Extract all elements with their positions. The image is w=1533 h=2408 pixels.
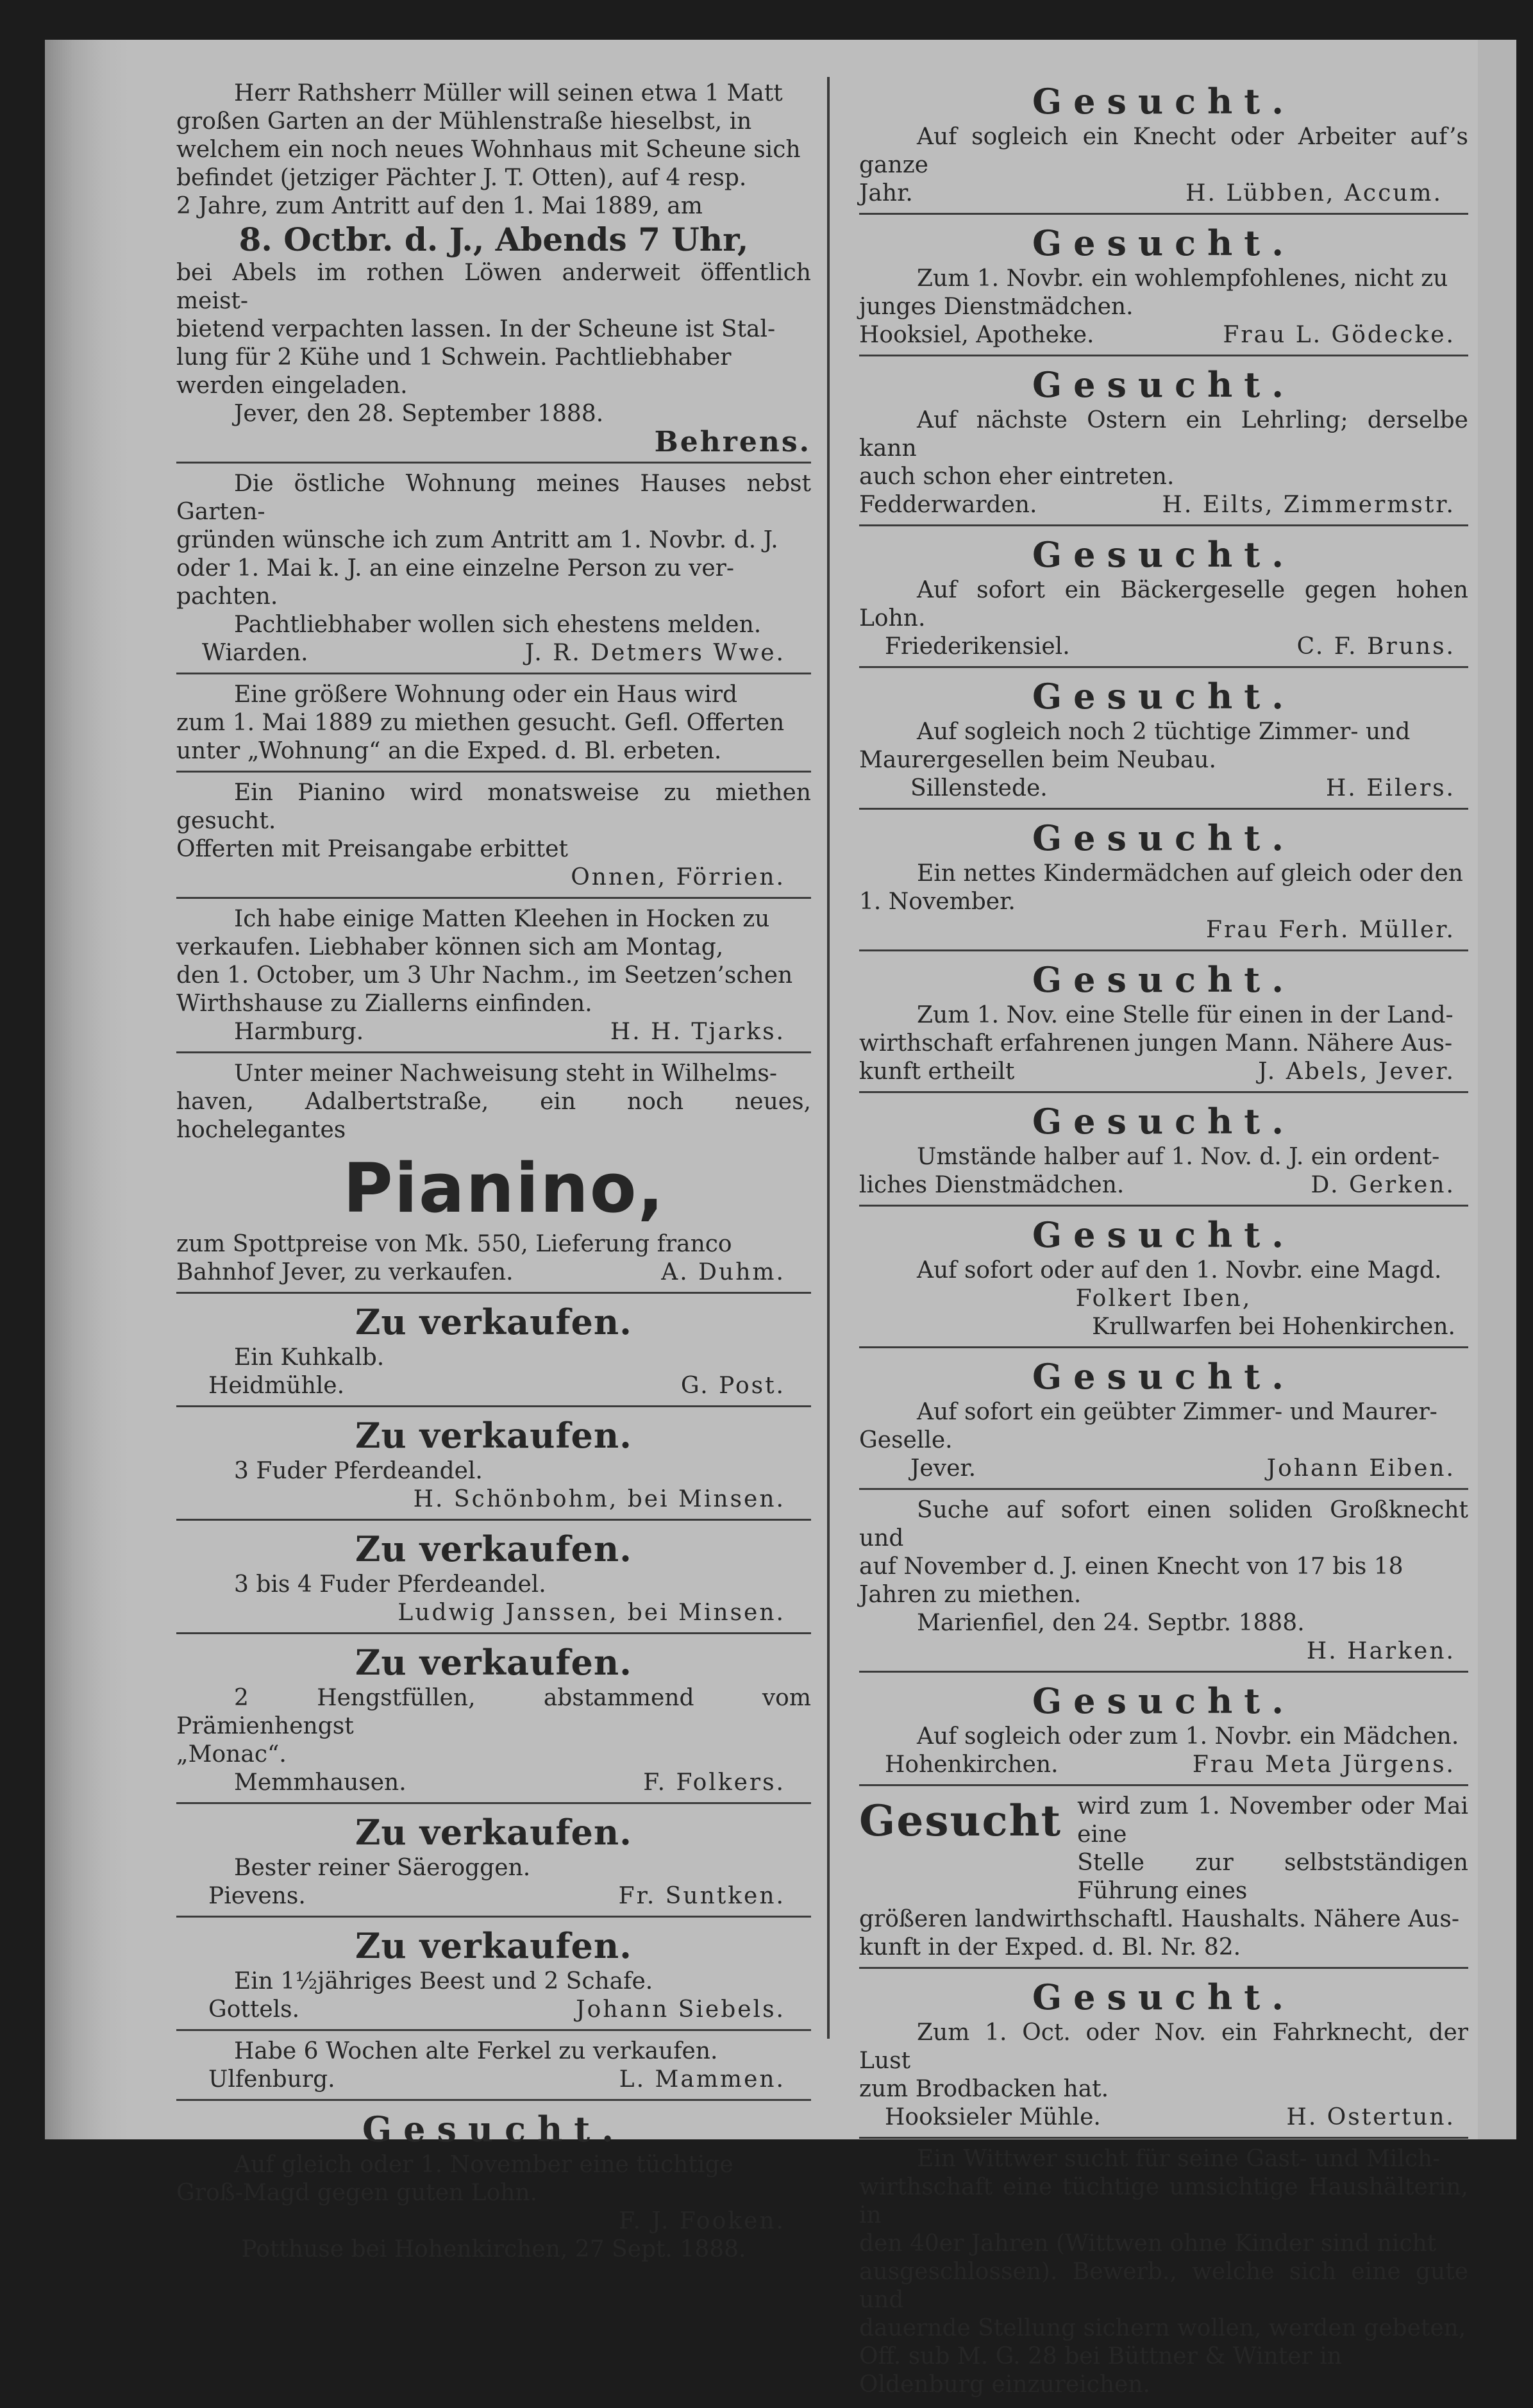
ad-text: Auf gleich oder 1. November eine tüchtige: [234, 2152, 733, 2178]
ad-heading: Gesucht.: [1032, 1101, 1296, 1142]
ad-text: pachten.: [176, 583, 278, 610]
ad-address: Krullwarfen bei Hohenkirchen.: [1092, 1314, 1455, 1340]
ad-text: 2 Jahre, zum Antritt auf den 1. Mai 1889, am: [176, 193, 703, 219]
ad-text: junges Dienstmädchen.: [859, 294, 1134, 320]
ad-text: Ein Kuhkalb.: [234, 1344, 385, 1371]
ad-text: Bester reiner Säeroggen.: [234, 1855, 531, 1881]
ad-farm-position-wanted: [859, 955, 1468, 1093]
ad-baker-wanted: [859, 530, 1468, 668]
ad-rye-sale: [176, 1808, 811, 1918]
book-spine-shadow: [45, 40, 128, 2139]
ad-heading: Gesucht.: [1032, 534, 1296, 575]
ad-date-heading: 8. Octbr. d. J., Abends 7 Uhr,: [239, 221, 749, 258]
ad-housekeeper-wanted: [859, 2143, 1468, 2404]
ad-text: Auf sogleich oder zum 1. Novbr. ein Mädchen.: [917, 1723, 1459, 1750]
ad-text: bietend verpachten lassen. In der Scheune ist Stal-: [176, 316, 776, 342]
ad-signature: H. H. Tjarks.: [610, 1019, 785, 1045]
ad-text: Auf sofort ein geübter Zimmer- und Maurer-: [917, 1399, 1437, 1425]
ad-place: Ulfenburg.: [208, 2066, 335, 2093]
ad-signature: G. Post.: [680, 1373, 785, 1399]
ad-heading: Gesucht.: [1032, 1680, 1296, 1721]
ad-place: Potthuse bei Hohenkirchen, 27 Sept. 1888.: [241, 2236, 746, 2262]
adjacent-page-edge: [1478, 40, 1516, 2139]
ad-text: Geselle.: [859, 1427, 953, 1453]
ad-text: Ich habe einige Matten Kleehen in Hocken zu: [234, 906, 770, 932]
ad-place: Hohenkirchen.: [885, 1752, 1059, 1778]
ad-place: Hooksiel, Apotheke.: [859, 322, 1094, 348]
ad-heading: Zu verkaufen.: [355, 1642, 632, 1683]
ad-text: Off. sub M. G. 28 bei Büttner & Winter in: [859, 2343, 1342, 2370]
ad-girl-wanted: [859, 1676, 1468, 1786]
ad-clover-sale: [176, 903, 811, 1053]
ad-place: Wiarden.: [202, 640, 308, 666]
ad-heading: Zu verkaufen.: [355, 1812, 632, 1853]
ad-heading: Gesucht.: [1032, 676, 1296, 717]
ad-nanny-wanted: [859, 814, 1468, 951]
ad-signature: F. J. Fooken.: [619, 2208, 785, 2234]
ad-text: 3 bis 4 Fuder Pferdeandel.: [234, 1571, 546, 1598]
ad-text: Ein 1½jähriges Beest und 2 Schafe.: [234, 1968, 653, 1994]
ad-text: Oldenburg einzureichen.: [859, 2371, 1150, 2398]
ad-text: zum Spottpreise von Mk. 550, Lieferung franco: [176, 1231, 732, 1257]
ad-text: Zum 1. Oct. oder Nov. ein Fahrknecht, der Lust: [859, 2019, 1468, 2074]
ad-piano-rent: [176, 776, 811, 899]
ad-text: Pachtliebhaber wollen sich ehestens melden.: [234, 612, 762, 638]
ad-heading: Zu verkaufen.: [355, 1301, 632, 1342]
ad-signature: Onnen, Förrien.: [571, 864, 785, 890]
ad-heading: Zu verkaufen.: [355, 1528, 632, 1569]
ad-text: welchem ein noch neues Wohnhaus mit Scheune sich: [176, 137, 801, 163]
ad-garden-lease: [176, 77, 811, 464]
ad-text: Offerten mit Preisangabe erbittet: [176, 836, 569, 862]
ad-text: lung für 2 Kühe und 1 Schwein. Pachtliebhaber: [176, 344, 732, 371]
ad-text: Maurergesellen beim Neubau.: [859, 747, 1216, 773]
ad-journeyman-wanted: [859, 1352, 1468, 1490]
ad-signature: L. Mammen.: [619, 2066, 785, 2093]
ad-text: den 40er Jahren (Wittwen ohne Kinder sind nicht: [859, 2230, 1437, 2257]
ad-text: größeren landwirthschaftl. Haushalts. Nähere Aus-: [859, 1906, 1460, 1932]
ad-text: Groß-Magd gegen guten Lohn.: [176, 2180, 538, 2206]
column-divider: [827, 77, 830, 2039]
ad-place: Friederikensiel.: [885, 633, 1070, 660]
ad-text: „Monac“.: [176, 1741, 287, 1768]
ad-farmhand-wanted: [859, 77, 1468, 215]
ad-place: Marienfiel, den 24. Septbr. 1888.: [917, 1610, 1305, 1636]
ad-horse-manure-sale-2: [176, 1525, 811, 1634]
ad-signature: H. Eilts, Zimmermstr.: [1162, 492, 1455, 518]
ad-text: Wirthshause zu Ziallerns einfinden.: [176, 991, 592, 1017]
ad-text: Zum 1. Novbr. ein wohlempfohlenes, nicht zu: [917, 265, 1448, 292]
ad-place: Harmburg.: [234, 1019, 364, 1045]
ad-heading: Gesucht.: [362, 2109, 626, 2150]
ad-signature: Ludwig Janssen, bei Minsen.: [398, 1600, 785, 1626]
ad-text: verkaufen. Liebhaber können sich am Montag,: [176, 934, 724, 960]
ad-text: oder 1. Mai k. J. an eine einzelne Person zu ver-: [176, 555, 735, 581]
right-column: [859, 77, 1468, 2408]
ad-text: unter „Wohnung“ an die Exped. d. Bl. erbeten.: [176, 738, 722, 764]
ad-text: Eine größere Wohnung oder ein Haus wird: [234, 681, 738, 708]
ad-piglets-sale: [176, 2035, 811, 2101]
ad-place: Fedderwarden.: [859, 492, 1037, 518]
ad-signature: J. Abels, Jever.: [1258, 1058, 1455, 1085]
ad-maid-wanted: [176, 2105, 811, 2269]
ad-text: Auf sogleich ein Knecht oder Arbeiter auf’s ganze: [859, 124, 1468, 178]
ad-apprentice-wanted: [859, 360, 1468, 526]
ad-text: Ein nettes Kindermädchen auf gleich oder den: [917, 860, 1463, 887]
ad-signature: H. Ostertun.: [1286, 2104, 1455, 2130]
ad-signature: Fr. Suntken.: [618, 1883, 785, 1909]
ad-place: Hooksieler Mühle.: [885, 2104, 1101, 2130]
ad-signature: D. Gerken.: [1311, 1172, 1455, 1198]
ad-heading: Gesucht.: [1032, 959, 1296, 1000]
ad-text: Ein Pianino wird monatsweise zu miethen gesucht.: [176, 780, 811, 834]
ad-signature: Frau L. Gödecke.: [1223, 322, 1455, 348]
ad-text: Herr Rathsherr Müller will seinen etwa 1 Matt: [234, 80, 783, 106]
ad-place: Memmhausen.: [234, 1769, 406, 1796]
ad-text: zum 1. Mai 1889 zu miethen gesucht. Gefl. Offerten: [176, 710, 785, 736]
ad-signature: Frau Meta Jürgens.: [1192, 1752, 1455, 1778]
ad-place: Bahnhof Jever, zu verkaufen.: [176, 1259, 514, 1285]
ad-signature: A. Duhm.: [661, 1259, 785, 1285]
ad-text: Auf sogleich noch 2 tüchtige Zimmer- und: [917, 719, 1411, 745]
ad-housekeeping-position-wanted: [859, 1790, 1468, 1969]
ad-text: haven, Adalbertstraße, ein noch neues, hochelegantes: [176, 1089, 811, 1143]
ad-heading: Gesucht.: [1032, 1977, 1296, 2018]
ad-signature: H. Harken.: [1306, 1638, 1455, 1664]
ad-text: wirthschaft eine tüchtige umsichtige Haushälterin, in: [859, 2174, 1468, 2228]
ad-pianino-sale: [176, 1057, 811, 1294]
ad-text: wird zum 1. November oder Mai eine: [1077, 1793, 1468, 1848]
ad-text: Auf sofort oder auf den 1. Novbr. eine Magd.: [917, 1257, 1442, 1283]
ad-signature: C. F. Bruns.: [1296, 633, 1455, 660]
ad-signature: Folkert Iben,: [1075, 1285, 1252, 1312]
ad-text: werden eingeladen.: [176, 372, 408, 399]
ad-text: Habe 6 Wochen alte Ferkel zu verkaufen.: [234, 2038, 718, 2064]
ad-servant-wanted: [859, 219, 1468, 356]
ad-text: Suche auf sofort einen soliden Großknecht und: [859, 1497, 1468, 1551]
ad-text: 1. November.: [859, 889, 1016, 915]
ad-signature: Behrens.: [654, 426, 811, 458]
ad-text: gründen wünsche ich zum Antritt am 1. Novbr. d. J.: [176, 527, 778, 553]
ad-text: großen Garten an der Mühlenstraße hieselbst, in: [176, 108, 752, 135]
ad-text: bei Abels im rothen Löwen anderweit öffentlich meist-: [176, 260, 811, 314]
ad-place: kunft ertheilt: [859, 1058, 1015, 1085]
ad-place: Pievens.: [208, 1883, 306, 1909]
ad-text: Zum 1. Nov. eine Stelle für einen in der Land-: [917, 1002, 1453, 1028]
ad-heading: Gesucht.: [1032, 1214, 1296, 1255]
ad-foals-sale: [176, 1638, 811, 1804]
ad-text: den 1. October, um 3 Uhr Nachm., im Seetzen’schen: [176, 962, 793, 989]
ad-heading: Gesucht.: [1032, 364, 1296, 405]
ad-text: Jahren zu miethen.: [859, 1582, 1082, 1608]
ad-signature: H. Lübben, Accum.: [1185, 180, 1443, 206]
ad-horse-manure-sale: [176, 1411, 811, 1521]
ad-heading: Gesucht.: [1032, 817, 1296, 858]
ad-place: Heidmühle.: [208, 1373, 345, 1399]
ad-apartment-wanted: [176, 678, 811, 773]
ad-signature: H. Schönbohm, bei Minsen.: [413, 1486, 785, 1512]
ad-heading: Gesucht.: [1032, 1356, 1296, 1397]
ad-farmhands-sought: [859, 1494, 1468, 1673]
ad-text: 2 Hengstfüllen, abstammend vom Prämienhengst: [176, 1685, 811, 1739]
ad-place: liches Dienstmädchen.: [859, 1172, 1125, 1198]
ad-text: Ein Wittwer sucht für seine Gast- und Milch-: [917, 2146, 1441, 2172]
ad-text: Auf sofort ein Bäckergeselle gegen hohen Lohn.: [859, 577, 1468, 631]
ad-signature: F. Folkers.: [643, 1769, 785, 1796]
ad-text: auch schon eher eintreten.: [859, 464, 1175, 490]
ad-signature: J. R. Detmers Wwe.: [524, 640, 785, 666]
ad-text: 3 Fuder Pferdeandel.: [234, 1458, 483, 1484]
ad-heading: Gesucht.: [1032, 81, 1296, 122]
ad-text: ausgeschlossen). Bewerb., welche sich eine gute und: [859, 2259, 1468, 2313]
ad-text: kunft in der Exped. d. Bl. Nr. 82.: [859, 1934, 1241, 1961]
ad-cattle-sale: [176, 1921, 811, 2031]
ad-maid-wanted-2: [859, 1097, 1468, 1207]
ad-heading: Zu verkaufen.: [355, 1415, 632, 1456]
ad-signature: H. Eilers.: [1325, 775, 1455, 801]
ad-text: wirthschaft erfahrenen jungen Mann. Nähere Aus-: [859, 1030, 1453, 1057]
ad-place: Sillenstede.: [910, 775, 1048, 801]
ad-text: Die östliche Wohnung meines Hauses nebst Garten-: [176, 471, 811, 525]
ad-heading: Gesucht.: [1032, 222, 1296, 263]
ad-heading: Zu verkaufen.: [355, 1925, 632, 1966]
ad-text: befindet (jetziger Pächter J. T. Otten), auf 4 resp.: [176, 165, 747, 191]
ad-text: Auf nächste Ostern ein Lehrling; derselbe kann: [859, 407, 1468, 462]
ad-place: Jever.: [910, 1455, 976, 1482]
left-column: [176, 77, 811, 2273]
ad-driver-wanted: [859, 1973, 1468, 2139]
ad-signature: Frau Ferh. Müller.: [1206, 917, 1455, 943]
ad-place: Gottels.: [208, 1996, 300, 2023]
ad-place: Jahr.: [859, 180, 913, 206]
ad-place: Jever, den 28. September 1888.: [234, 401, 604, 427]
ad-text: Stelle zur selbstständigen Führung eines: [1077, 1850, 1468, 1904]
ad-text: Umstände halber auf 1. Nov. d. J. ein ordent-: [917, 1144, 1440, 1170]
ad-text: Unter meiner Nachweisung steht in Wilhelms-: [234, 1060, 777, 1087]
ad-magd-wanted: [859, 1210, 1468, 1348]
ad-text: zum Brodbacken hat.: [859, 2076, 1109, 2102]
ad-signature: Johann Siebels.: [576, 1996, 785, 2023]
pianino-heading: Pianino,: [343, 1149, 665, 1228]
ad-text: dauernde Stellung sichern wollen, werden gebeten,: [859, 2315, 1466, 2341]
ad-signature: Johann Eiben.: [1266, 1455, 1455, 1482]
ad-apartment-lease: [176, 467, 811, 674]
ad-heading: Gesucht: [859, 1796, 1062, 1846]
ad-calf-sale: [176, 1298, 811, 1407]
ad-carpenters-wanted: [859, 672, 1468, 810]
ad-text: auf November d. J. einen Knecht von 17 bis 18: [859, 1553, 1403, 1580]
